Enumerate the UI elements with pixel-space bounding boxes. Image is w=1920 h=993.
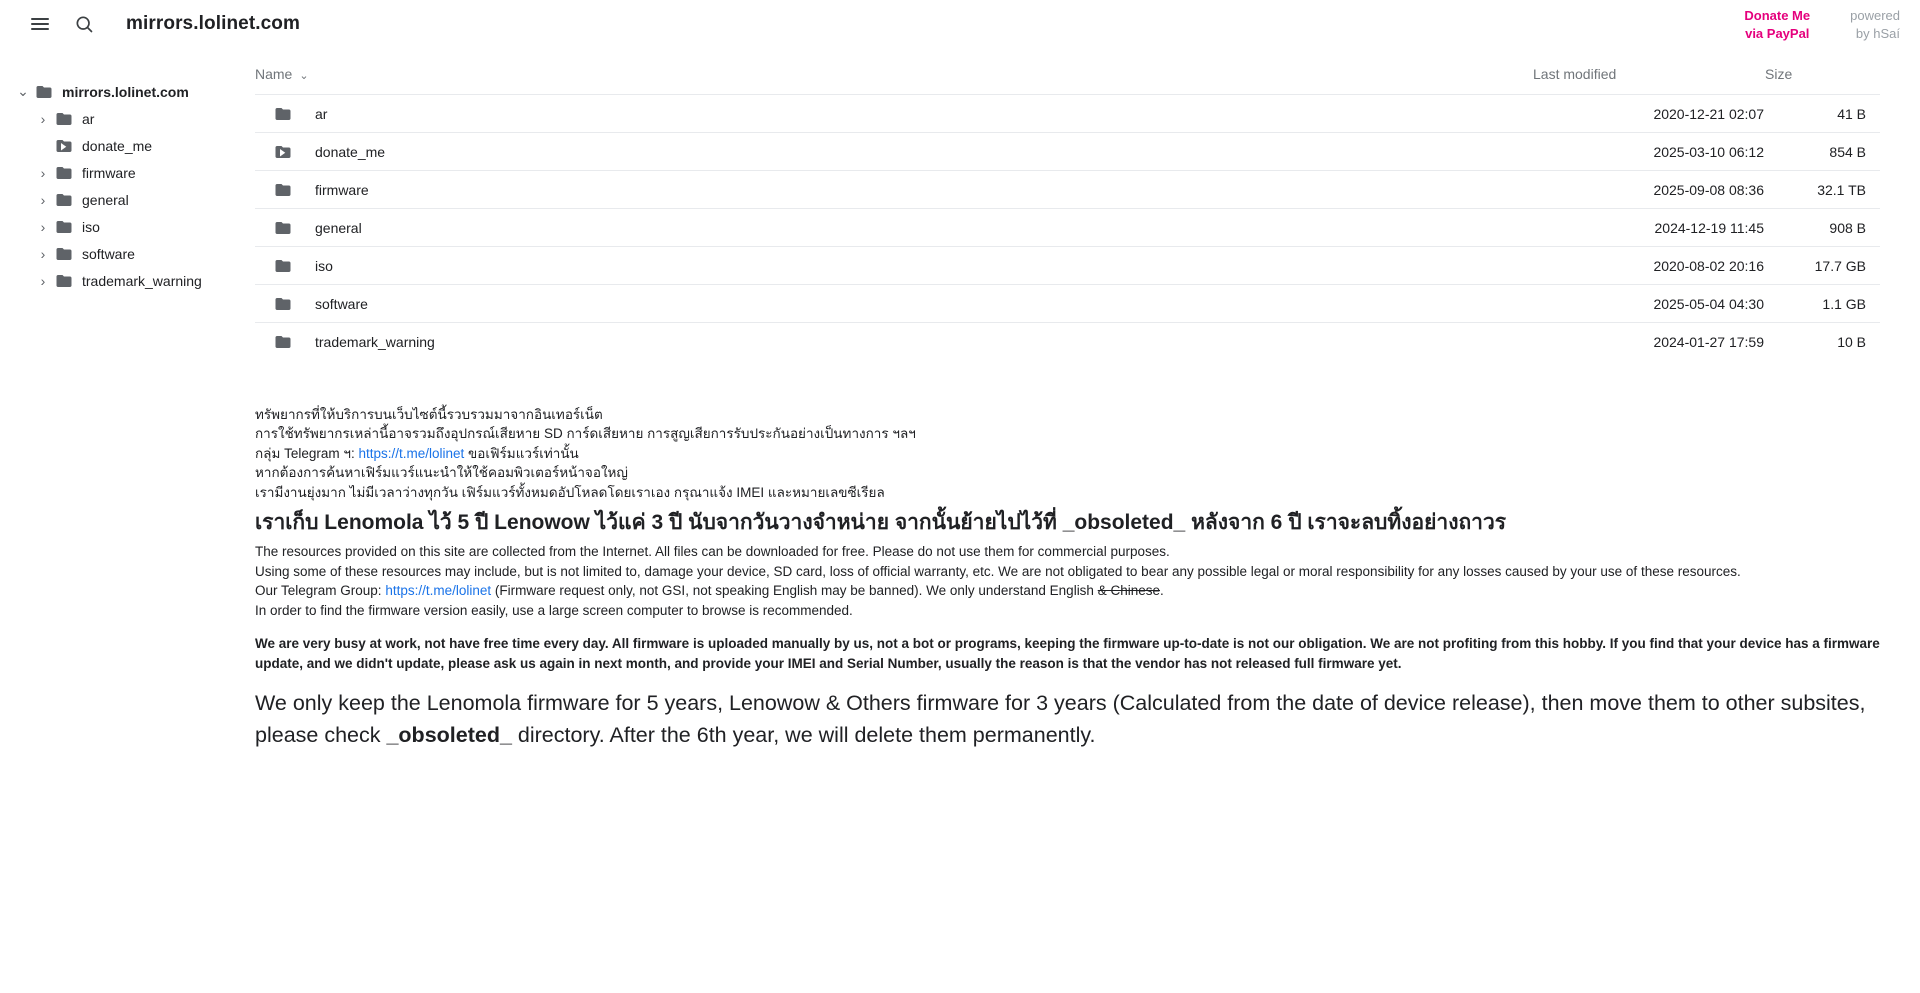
file-name-cell[interactable] bbox=[255, 171, 1533, 209]
file-modified-cell: 2024-01-27 17:59 bbox=[1653, 333, 1764, 350]
sidebar-tree bbox=[0, 48, 255, 294]
sidebar-item-iso[interactable] bbox=[0, 213, 255, 240]
folder-icon bbox=[54, 271, 74, 291]
file-table bbox=[255, 48, 1880, 361]
file-size-cell: 10 B bbox=[1837, 333, 1866, 350]
file-name-label: general bbox=[315, 219, 362, 236]
notice-thai-line-3-post: ขอเฟิร์มแวร์เท่านั้น bbox=[468, 445, 579, 461]
file-name-cell[interactable] bbox=[255, 247, 1533, 285]
donate-label-line2: via PayPal bbox=[1745, 26, 1810, 41]
table-row[interactable] bbox=[255, 247, 1880, 285]
sidebar-item-label: firmware bbox=[82, 164, 136, 181]
notice-english-highlight-part1: We only keep the Lenomola firmware for 5 years, Lenowow & Others firmware for 3 years (Calculated from the date of device release), then move them to other subsites, please check bbox=[255, 691, 1866, 747]
notice-english-line-3-pre: Our Telegram Group: bbox=[255, 583, 386, 598]
notice-english-line-3-post: . bbox=[1160, 583, 1164, 598]
file-size-cell: 17.7 GB bbox=[1814, 257, 1866, 274]
folder-icon bbox=[273, 180, 293, 200]
sidebar-item-label: mirrors.lolinet.com bbox=[62, 83, 189, 100]
column-header-size[interactable] bbox=[1765, 48, 1880, 95]
file-name-label: software bbox=[315, 295, 368, 312]
column-header-name-label: Name bbox=[255, 66, 293, 82]
notice-thai-line-3-pre: กลุ่ม Telegram ฯ: bbox=[255, 445, 355, 461]
main-content bbox=[0, 48, 1920, 361]
file-name-cell[interactable] bbox=[255, 323, 1533, 361]
table-row[interactable] bbox=[255, 209, 1880, 247]
chevron-right-icon[interactable]: › bbox=[40, 110, 46, 127]
top-bar bbox=[0, 0, 1920, 48]
column-header-last-modified[interactable] bbox=[1533, 48, 1765, 95]
notice-english-line-2: Using some of these resources may include, but is not limited to, damage your device, SD card, loss of official warranty, etc. We are not obligated to bear any possible legal or moral responsibility for any losses caused by your use of these resources. bbox=[255, 563, 1741, 579]
sidebar-item-firmware[interactable] bbox=[0, 159, 255, 186]
topbar-right-group bbox=[1744, 5, 1900, 43]
sidebar-item-ar[interactable] bbox=[0, 105, 255, 132]
folder-shortcut-icon bbox=[273, 142, 293, 162]
file-name-label: ar bbox=[315, 105, 328, 122]
notice-english-line-3-mid: (Firmware request only, not GSI, not speaking English may be banned). We only understand English bbox=[491, 583, 1098, 598]
table-row[interactable] bbox=[255, 323, 1880, 361]
powered-line1: powered bbox=[1850, 8, 1900, 23]
notice-english-highlight bbox=[255, 687, 1920, 751]
file-size-cell: 854 B bbox=[1829, 143, 1866, 160]
powered-by-label bbox=[1850, 7, 1900, 43]
notice-thai-line-5: เรามีงานยุ่งมาก ไม่มีเวลาว่างทุกวัน เฟิร์มแวร์ทั้งหมดอัปโหลดโดยเราเอง กรุณาแจ้ง IMEI และหมายเลขซีเรียล bbox=[255, 484, 885, 500]
notice-english-line-3 bbox=[255, 581, 1920, 601]
file-name-cell[interactable] bbox=[255, 95, 1533, 133]
file-table-header bbox=[255, 48, 1880, 95]
sidebar-item-trademark-warning[interactable] bbox=[0, 267, 255, 294]
folder-icon bbox=[273, 256, 293, 276]
folder-shortcut-icon bbox=[54, 136, 74, 156]
telegram-link-thai[interactable]: https://t.me/lolinet bbox=[358, 445, 465, 461]
sidebar-item-label: general bbox=[82, 191, 129, 208]
notice-thai-line-1: ทรัพยากรที่ให้บริการบนเว็บไซต์นี้รวบรวมมาจากอินเทอร์เน็ต bbox=[255, 406, 603, 422]
file-name-label: firmware bbox=[315, 181, 369, 198]
chevron-right-icon[interactable]: › bbox=[40, 245, 46, 262]
donate-label-line1: Donate Me bbox=[1744, 8, 1811, 23]
notice-english-line-4: In order to find the firmware version easily, use a large screen computer to browse is recommended. bbox=[255, 602, 853, 618]
file-name-cell[interactable] bbox=[255, 133, 1533, 171]
chevron-right-icon[interactable]: › bbox=[40, 272, 46, 289]
notice-english-strikethrough: & Chinese bbox=[1097, 583, 1160, 598]
sidebar-item-general[interactable] bbox=[0, 186, 255, 213]
table-row[interactable] bbox=[255, 285, 1880, 323]
column-header-last-modified-label: Last modified bbox=[1533, 66, 1617, 82]
hamburger-menu-icon[interactable] bbox=[20, 4, 60, 44]
obsoleted-label-thai: _obsoleted_ bbox=[1062, 511, 1186, 534]
file-modified-cell: 2024-12-19 11:45 bbox=[1654, 219, 1764, 236]
table-row[interactable] bbox=[255, 171, 1880, 209]
file-name-label: iso bbox=[315, 257, 333, 274]
notice-thai-highlight-part2: หลังจาก 6 ปี เราจะลบทิ้งอย่างถาวร bbox=[1185, 511, 1507, 534]
donate-link[interactable] bbox=[1744, 7, 1810, 43]
folder-icon bbox=[54, 190, 74, 210]
notice-thai-line-4-text: หากต้องการค้นหาเฟิร์มแวร์แนะนำให้ใช้คอมพิวเตอร์หน้าจอใหญ่ bbox=[255, 465, 628, 480]
file-name-label: trademark_warning bbox=[315, 333, 435, 350]
folder-icon bbox=[54, 217, 74, 237]
folder-icon bbox=[54, 163, 74, 183]
table-row[interactable] bbox=[255, 133, 1880, 171]
file-name-cell[interactable] bbox=[255, 209, 1533, 247]
folder-icon bbox=[54, 109, 74, 129]
hamburger-bar bbox=[31, 23, 49, 25]
notice-block bbox=[0, 361, 1920, 752]
notice-english-bold-paragraph: We are very busy at work, not have free time every day. All firmware is uploaded manually by us, not a bot or programs, keeping the firmware up-to-date is not our obligation. We are not profiting from this hobby. If you find that your device has a firmware update, and we didn't update, please ask us again in next month, and provide your IMEI and Serial Number, usually the reason is that the vendor has not released full firmware yet. bbox=[255, 636, 1880, 671]
file-modified-cell: 2020-08-02 20:16 bbox=[1653, 257, 1764, 274]
sidebar-item-label: trademark_warning bbox=[82, 272, 202, 289]
file-modified-cell: 2020-12-21 02:07 bbox=[1653, 105, 1764, 122]
sidebar-item-root[interactable] bbox=[0, 78, 255, 105]
page-title: mirrors.lolinet.com bbox=[126, 13, 300, 34]
sidebar-item-software[interactable] bbox=[0, 240, 255, 267]
notice-thai-highlight bbox=[255, 508, 1920, 538]
column-header-name[interactable] bbox=[255, 48, 1533, 95]
chevron-down-icon[interactable]: ⌄ bbox=[17, 83, 29, 99]
folder-icon bbox=[273, 294, 293, 314]
search-icon[interactable] bbox=[64, 4, 104, 44]
file-size-cell: 41 B bbox=[1837, 105, 1866, 122]
folder-icon bbox=[273, 218, 293, 238]
column-header-size-label: Size bbox=[1765, 66, 1793, 82]
notice-thai-line-4 bbox=[255, 463, 1920, 483]
hamburger-bar bbox=[31, 18, 49, 20]
notice-english-highlight-part2: directory. After the 6th year, we will delete them permanently. bbox=[511, 723, 1096, 747]
chevron-right-icon[interactable]: › bbox=[40, 218, 46, 235]
file-size-cell: 1.1 GB bbox=[1822, 295, 1866, 312]
notice-thai-line-2: การใช้ทรัพยากรเหล่านี้อาจรวมถึงอุปกรณ์เสียหาย SD การ์ดเสียหาย การสูญเสียการรับประกันอย่างเป็นทางการ ฯลฯ bbox=[255, 426, 916, 441]
notice-english-line-1: The resources provided on this site are collected from the Internet. All files can be downloaded for free. Please do not use them for commercial purposes. bbox=[255, 544, 1170, 559]
sort-chevron-down-icon[interactable]: ⌄ bbox=[299, 69, 309, 82]
file-table-body bbox=[255, 95, 1880, 361]
file-modified-cell: 2025-09-08 08:36 bbox=[1653, 181, 1764, 198]
notice-thai-line-3 bbox=[255, 444, 1920, 464]
file-modified-cell: 2025-03-10 06:12 bbox=[1653, 143, 1764, 160]
file-listing bbox=[255, 48, 1920, 361]
chevron-right-icon[interactable]: › bbox=[40, 164, 46, 181]
table-row[interactable] bbox=[255, 95, 1880, 133]
powered-line2: by hSaí bbox=[1855, 26, 1900, 41]
folder-icon bbox=[273, 104, 293, 124]
file-modified-cell: 2025-05-04 04:30 bbox=[1653, 295, 1764, 312]
sidebar-item-label: software bbox=[82, 245, 135, 262]
telegram-link-english[interactable]: https://t.me/lolinet bbox=[385, 583, 492, 598]
folder-icon bbox=[34, 82, 54, 102]
folder-icon bbox=[273, 332, 293, 352]
notice-thai-highlight-part1: เราเก็บ Lenomola ไว้ 5 ปี Lenowow ไว้แค่ 3 ปี นับจากวันวางจำหน่าย จากนั้นย้ายไปไว้ที่ bbox=[255, 511, 1063, 534]
file-name-cell[interactable] bbox=[255, 285, 1533, 323]
obsoleted-label-english: _obsoleted_ bbox=[386, 723, 512, 747]
hamburger-bar bbox=[31, 28, 49, 30]
file-size-cell: 908 B bbox=[1829, 219, 1866, 236]
chevron-right-icon[interactable]: › bbox=[40, 191, 46, 208]
folder-icon bbox=[54, 244, 74, 264]
sidebar-item-label: donate_me bbox=[82, 137, 153, 154]
sidebar-item-label: iso bbox=[82, 218, 100, 235]
sidebar-item-donate-me[interactable] bbox=[0, 132, 255, 159]
file-name-label: donate_me bbox=[315, 143, 386, 160]
sidebar-item-label: ar bbox=[82, 110, 95, 127]
file-size-cell: 32.1 TB bbox=[1817, 181, 1866, 198]
